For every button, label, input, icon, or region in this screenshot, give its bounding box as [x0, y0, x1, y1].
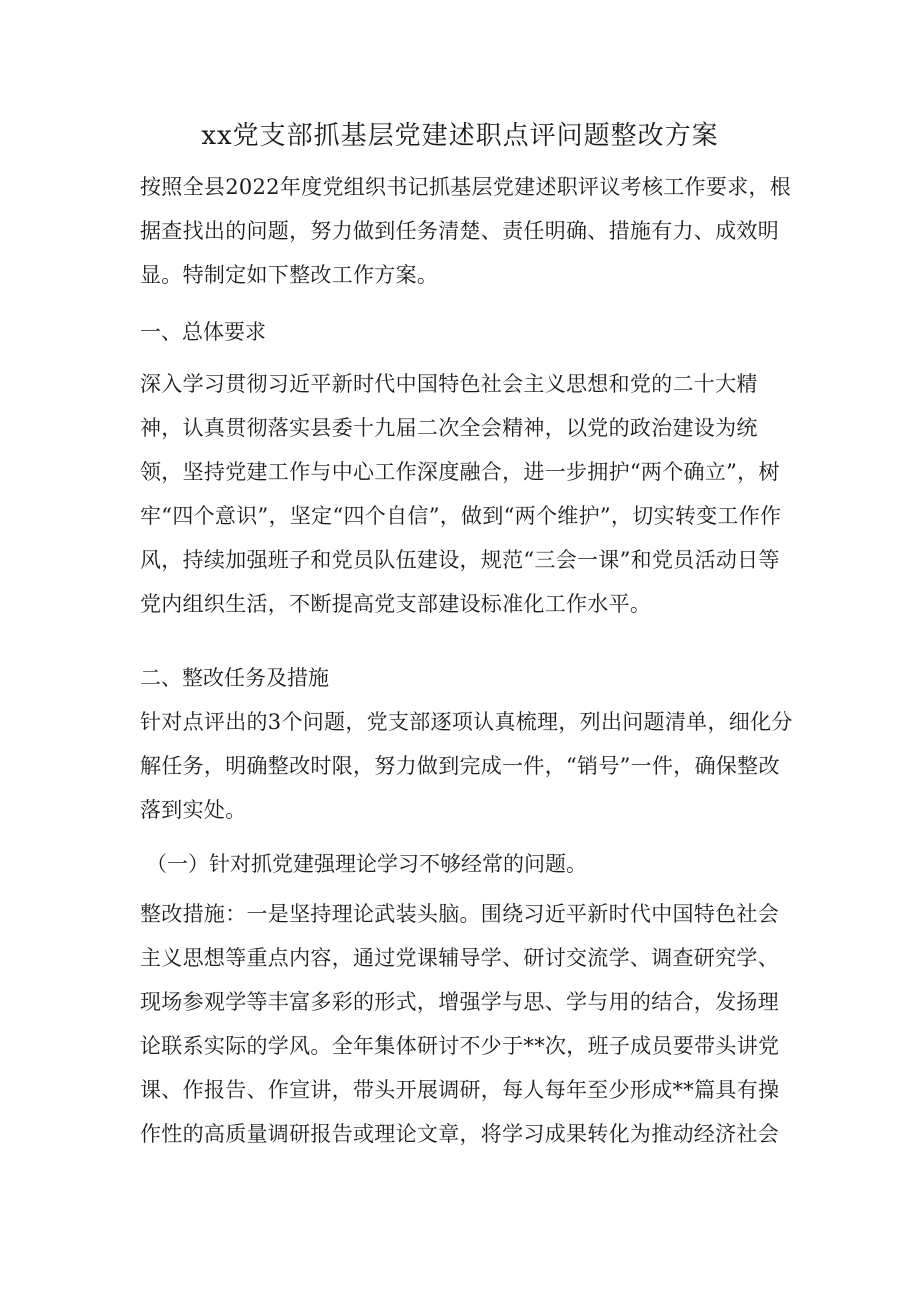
- intro-paragraph: 按照全县2022年度党组织书记抓基层党建述职评议考核工作要求，根据查找出的问题，努力做到任务清楚、责任明确、措施有力、成效明显。特制定如下整改工作方案。: [140, 175, 792, 287]
- section-heading-overall-requirements: 一、总体要求: [140, 320, 266, 344]
- section-heading-tasks-measures: 二、整改任务及措施: [140, 666, 329, 690]
- item-heading-1: （一）针对抓党建强理论学习不够经常的问题。: [146, 852, 587, 876]
- section-body-tasks-measures: 针对点评出的3个问题，党支部逐项认真梳理，列出问题清单，细化分解任务，明确整改时限，努力做到完成一件，“销号”一件，确保整改落到实处。: [140, 710, 793, 822]
- section-body-overall-requirements: 深入学习贯彻习近平新时代中国特色社会主义思想和党的二十大精神，认真贯彻落实县委十九届二次全会精神，以党的政治建设为统领，坚持党建工作与中心工作深度融合，进一步拥护“两个确立”，树牢“四个意识”，坚定“四个自信”，做到“两个维护”，切实转变工作作风，持续加强班子和党员队伍建设，规范“三会一课”和党员活动日等党内组织生活，不断提高党支部建设标准化工作水平。: [140, 372, 782, 616]
- item-body-1: 整改措施：一是坚持理论武装头脑。围绕习近平新时代中国特色社会主义思想等重点内容，通过党课辅导学、研讨交流学、调查研究学、现场参观学等丰富多彩的形式，增强学与思、学与用的结合，发扬理论联系实际的学风。全年集体研讨不少于**次，班子成员要带头讲党课、作报告、作宣讲，带头开展调研，每人每年至少形成**篇具有操作性的高质量调研报告或理论文章，将学习成果转化为推动经济社会: [140, 902, 780, 1146]
- document-title: xx党支部抓基层党建述职点评问题整改方案: [201, 121, 719, 151]
